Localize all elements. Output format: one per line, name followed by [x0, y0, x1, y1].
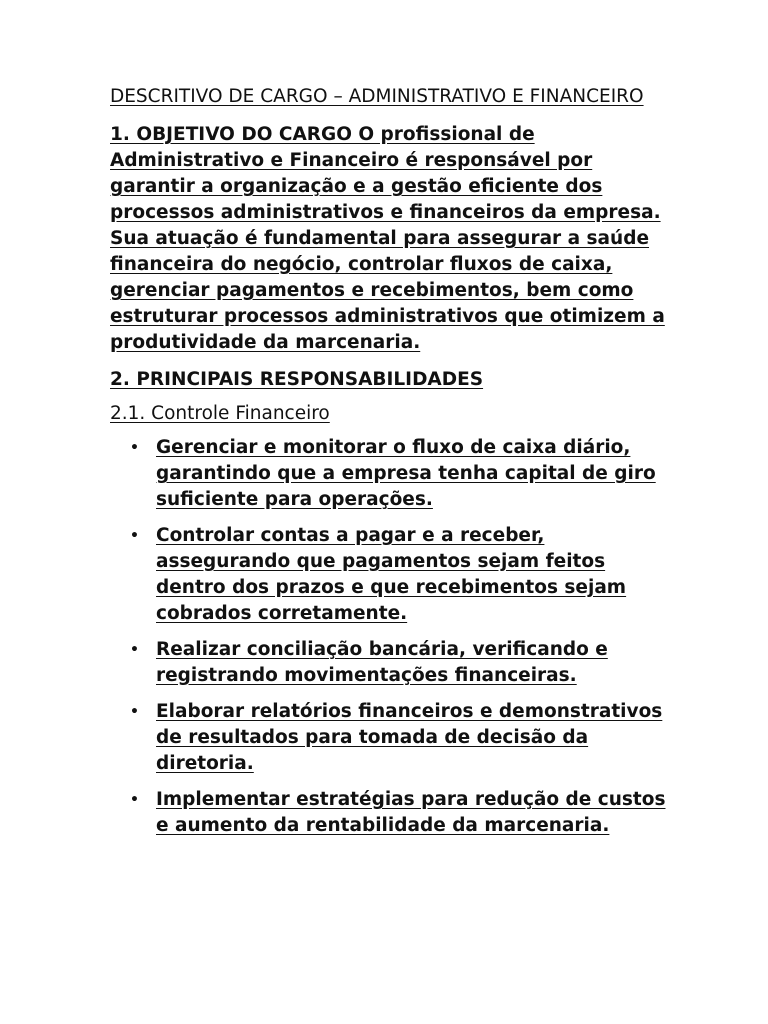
list-item-text: Realizar conciliação bancária, verificando e registrando movimentações financeiras. [156, 639, 608, 686]
bullet-icon: • [130, 792, 139, 808]
list-item-text: Controlar contas a pagar e a receber, assegurando que pagamentos sejam feitos dentro dos prazos e que recebimentos sejam cobrados corretamente. [156, 525, 627, 624]
list-item-text: Implementar estratégias para redução de custos e aumento da rentabilidade da marcenaria. [156, 789, 666, 836]
bullet-icon: • [130, 704, 139, 720]
responsibilities-heading: 2. PRINCIPAIS RESPONSABILIDADES [110, 369, 484, 390]
list-item [110, 637, 670, 689]
list-item-text: Gerenciar e monitorar o fluxo de caixa diário, garantindo que a empresa tenha capital de giro suficiente para operações. [156, 437, 656, 510]
bullet-icon: • [130, 642, 139, 658]
list-item [110, 523, 670, 627]
objective-paragraph: 1. OBJETIVO DO CARGO O profissional de Administrativo e Financeiro é responsável por garantir a organização e a gestão eficiente dos processos administrativos e financeiros da empresa. Sua atuação é fundamental para assegurar a saúde financeira do negócio, controlar fluxos de caixa, gerenciar pagamentos e recebimentos, bem como estruturar processos administrativos que otimizem a produtividade da marcenaria. [110, 124, 665, 353]
financial-control-subheading: 2.1. Controle Financeiro [110, 403, 330, 424]
bullet-icon: • [130, 528, 139, 544]
bullet-icon: • [130, 440, 139, 456]
document-page [110, 84, 670, 849]
list-item [110, 787, 670, 839]
list-item [110, 435, 670, 513]
document-title: DESCRITIVO DE CARGO – ADMINISTRATIVO E FINANCEIRO [110, 86, 644, 107]
list-item-text: Elaborar relatórios financeiros e demonstrativos de resultados para tomada de decisão da diretoria. [156, 701, 663, 774]
list-item [110, 699, 670, 777]
responsibilities-list [110, 435, 670, 839]
